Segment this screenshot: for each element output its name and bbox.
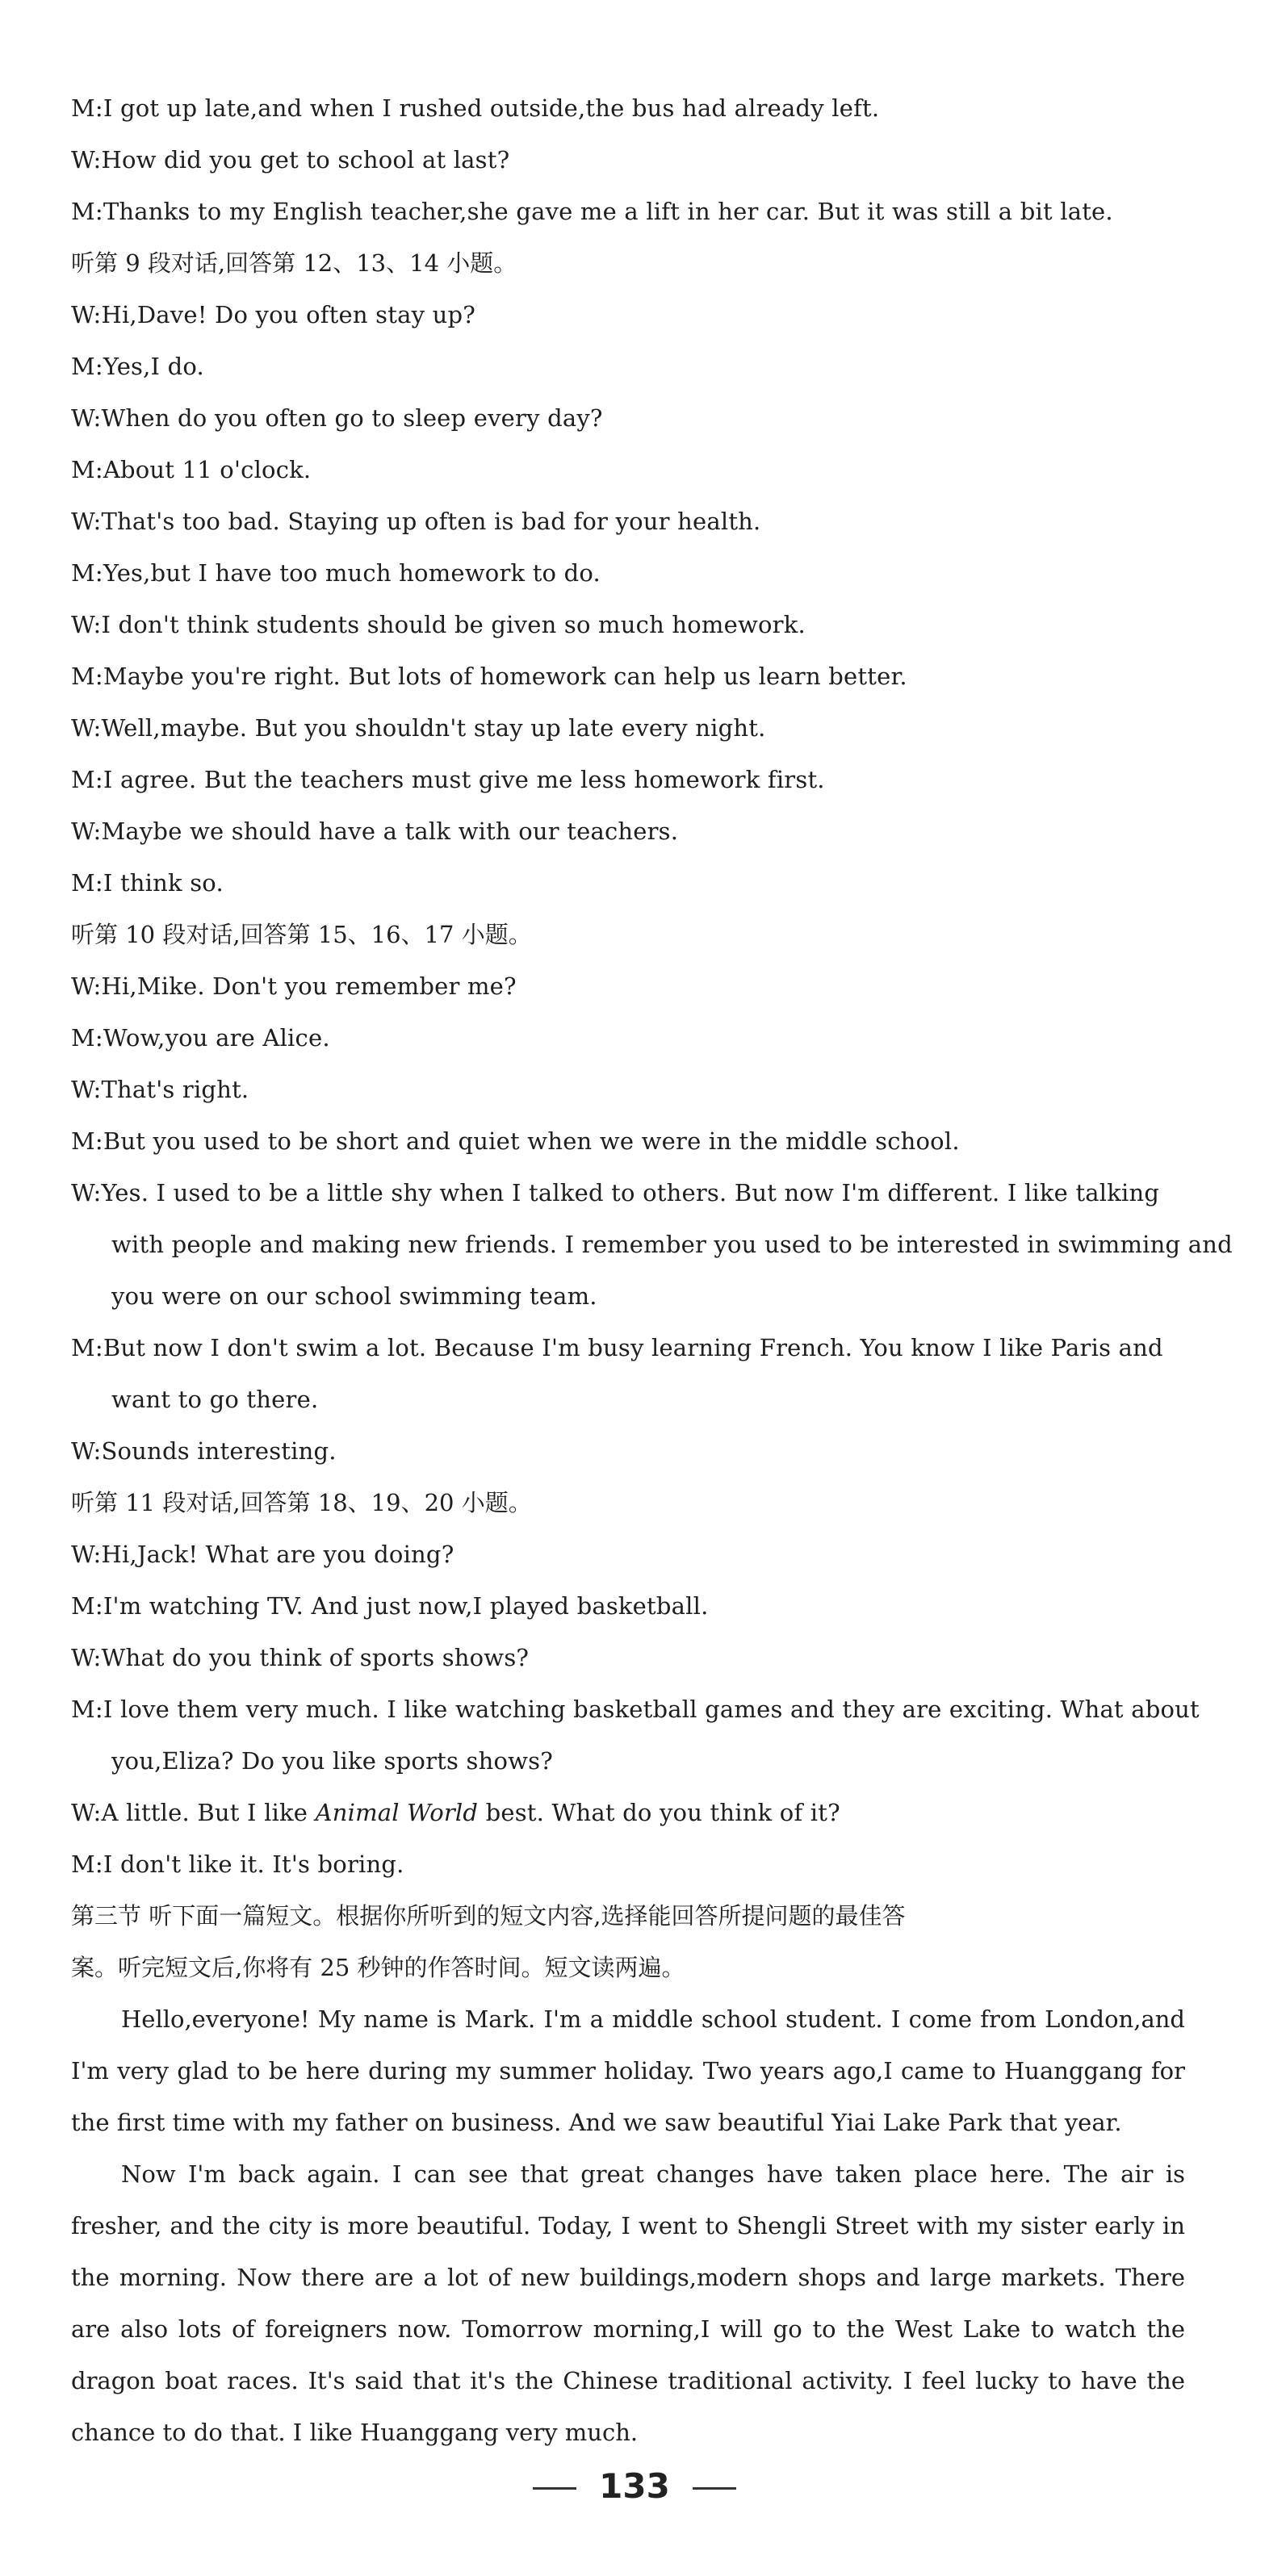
dialogue-line: M:Wow,you are Alice. (71, 1024, 330, 1052)
dialogue-line: W:Maybe we should have a talk with our teachers. (71, 818, 679, 845)
dialogue-line: W:That's too bad. Staying up often is bad for your health. (71, 508, 761, 535)
dialogue-line: W:Well,maybe. But you shouldn't stay up late every night. (71, 714, 766, 742)
dialogue-line: M:Yes,I do. (71, 353, 204, 380)
dialogue-line: M:I'm watching TV. And just now,I played basketball. (71, 1592, 709, 1620)
dialogue-line: M:I don't like it. It's boring. (71, 1850, 404, 1878)
section-10-header: 听第 10 段对话,回答第 15、16、17 小题。 (71, 921, 532, 948)
section-9-header: 听第 9 段对话,回答第 12、13、14 小题。 (71, 249, 517, 277)
dialogue-line: W:I don't think students should be given so much homework. (71, 611, 806, 638)
program-title: Animal World (315, 1799, 479, 1826)
dialogue-text: best. What do you think of it? (478, 1799, 840, 1826)
dialogue-line: M:I agree. But the teachers must give me less homework first. (71, 766, 825, 793)
dialogue-line-continued: you were on our school swimming team. (111, 1282, 597, 1310)
dialogue-line: M:I think so. (71, 869, 224, 897)
passage-paragraph-2: Now I'm back again. I can see that great changes have taken place here. The air is fresher, and the city is more beautiful. Today, I went to Shengli Street with my sister early in the morning. Now there are a lot of new buildings,modern shops and large markets. There are also lots of foreigners now. Tomorrow morning,I will go to the West Lake to watch the dragon boat races. It's said that it's the Chinese traditional activity. I feel lucky to have the chance to do that. I like Huanggang very much. (71, 2160, 1185, 2446)
dialogue-line: W:Yes. I used to be a little shy when I talked to others. But now I'm different. I like talking (71, 1179, 1160, 1206)
page-number: 133 (599, 2466, 670, 2506)
dialogue-line-continued: you,Eliza? Do you like sports shows? (111, 1747, 553, 1775)
dialogue-line: W:That's right. (71, 1076, 249, 1103)
dialogue-line-continued: want to go there. (111, 1386, 319, 1413)
page-content (71, 82, 1233, 2458)
dialogue-line: M:I got up late,and when I rushed outside,the bus had already left. (71, 94, 880, 122)
passage-paragraph-1: Hello,everyone! My name is Mark. I'm a middle school student. I come from London,and I'm very glad to be here during my summer holiday. Two years ago,I came to Huanggang for the first time with my father on business. And we saw beautiful Yiai Lake Park that year. (71, 2005, 1185, 2136)
dialogue-line-continued: with people and making new friends. I remember you used to be interested in swimming and (111, 1231, 1233, 1258)
part-3-instruction: 第三节 听下面一篇短文。根据你所听到的短文内容,选择能回答所提问题的最佳答 (71, 1902, 906, 1930)
section-11-header: 听第 11 段对话,回答第 18、19、20 小题。 (71, 1489, 532, 1516)
dialogue-line: M:About 11 o'clock. (71, 456, 312, 483)
dialogue-line: M:But you used to be short and quiet when we were in the middle school. (71, 1127, 960, 1155)
dialogue-line: W:Sounds interesting. (71, 1437, 337, 1465)
dialogue-line: W:What do you think of sports shows? (71, 1644, 530, 1671)
part-3-instruction-cont: 案。听完短文后,你将有 25 秒钟的作答时间。短文读两遍。 (71, 1954, 685, 1981)
page-footer (0, 2466, 1269, 2506)
dialogue-line: M:Thanks to my English teacher,she gave me a lift in her car. But it was still a bit late. (71, 198, 1113, 225)
passage (71, 1993, 1185, 2458)
footer-dash-left (533, 2487, 576, 2490)
dialogue-line (71, 1787, 1185, 1838)
dialogue-line: W:Hi,Mike. Don't you remember me? (71, 972, 517, 1000)
dialogue-line: W:How did you get to school at last? (71, 146, 510, 174)
dialogue-line: W:When do you often go to sleep every day? (71, 404, 603, 432)
dialogue-text: W:A little. But I like (71, 1799, 316, 1826)
dialogue-line: M:Maybe you're right. But lots of homework can help us learn better. (71, 663, 907, 690)
dialogue-line: M:Yes,but I have too much homework to do. (71, 559, 601, 587)
dialogue-line: M:But now I don't swim a lot. Because I'm busy learning French. You know I like Paris and (71, 1334, 1163, 1361)
dialogue-line: W:Hi,Jack! What are you doing? (71, 1541, 454, 1568)
dialogue-line: W:Hi,Dave! Do you often stay up? (71, 301, 475, 328)
dialogue-line: M:I love them very much. I like watching basketball games and they are exciting. What about (71, 1696, 1200, 1723)
footer-dash-right (693, 2487, 736, 2490)
